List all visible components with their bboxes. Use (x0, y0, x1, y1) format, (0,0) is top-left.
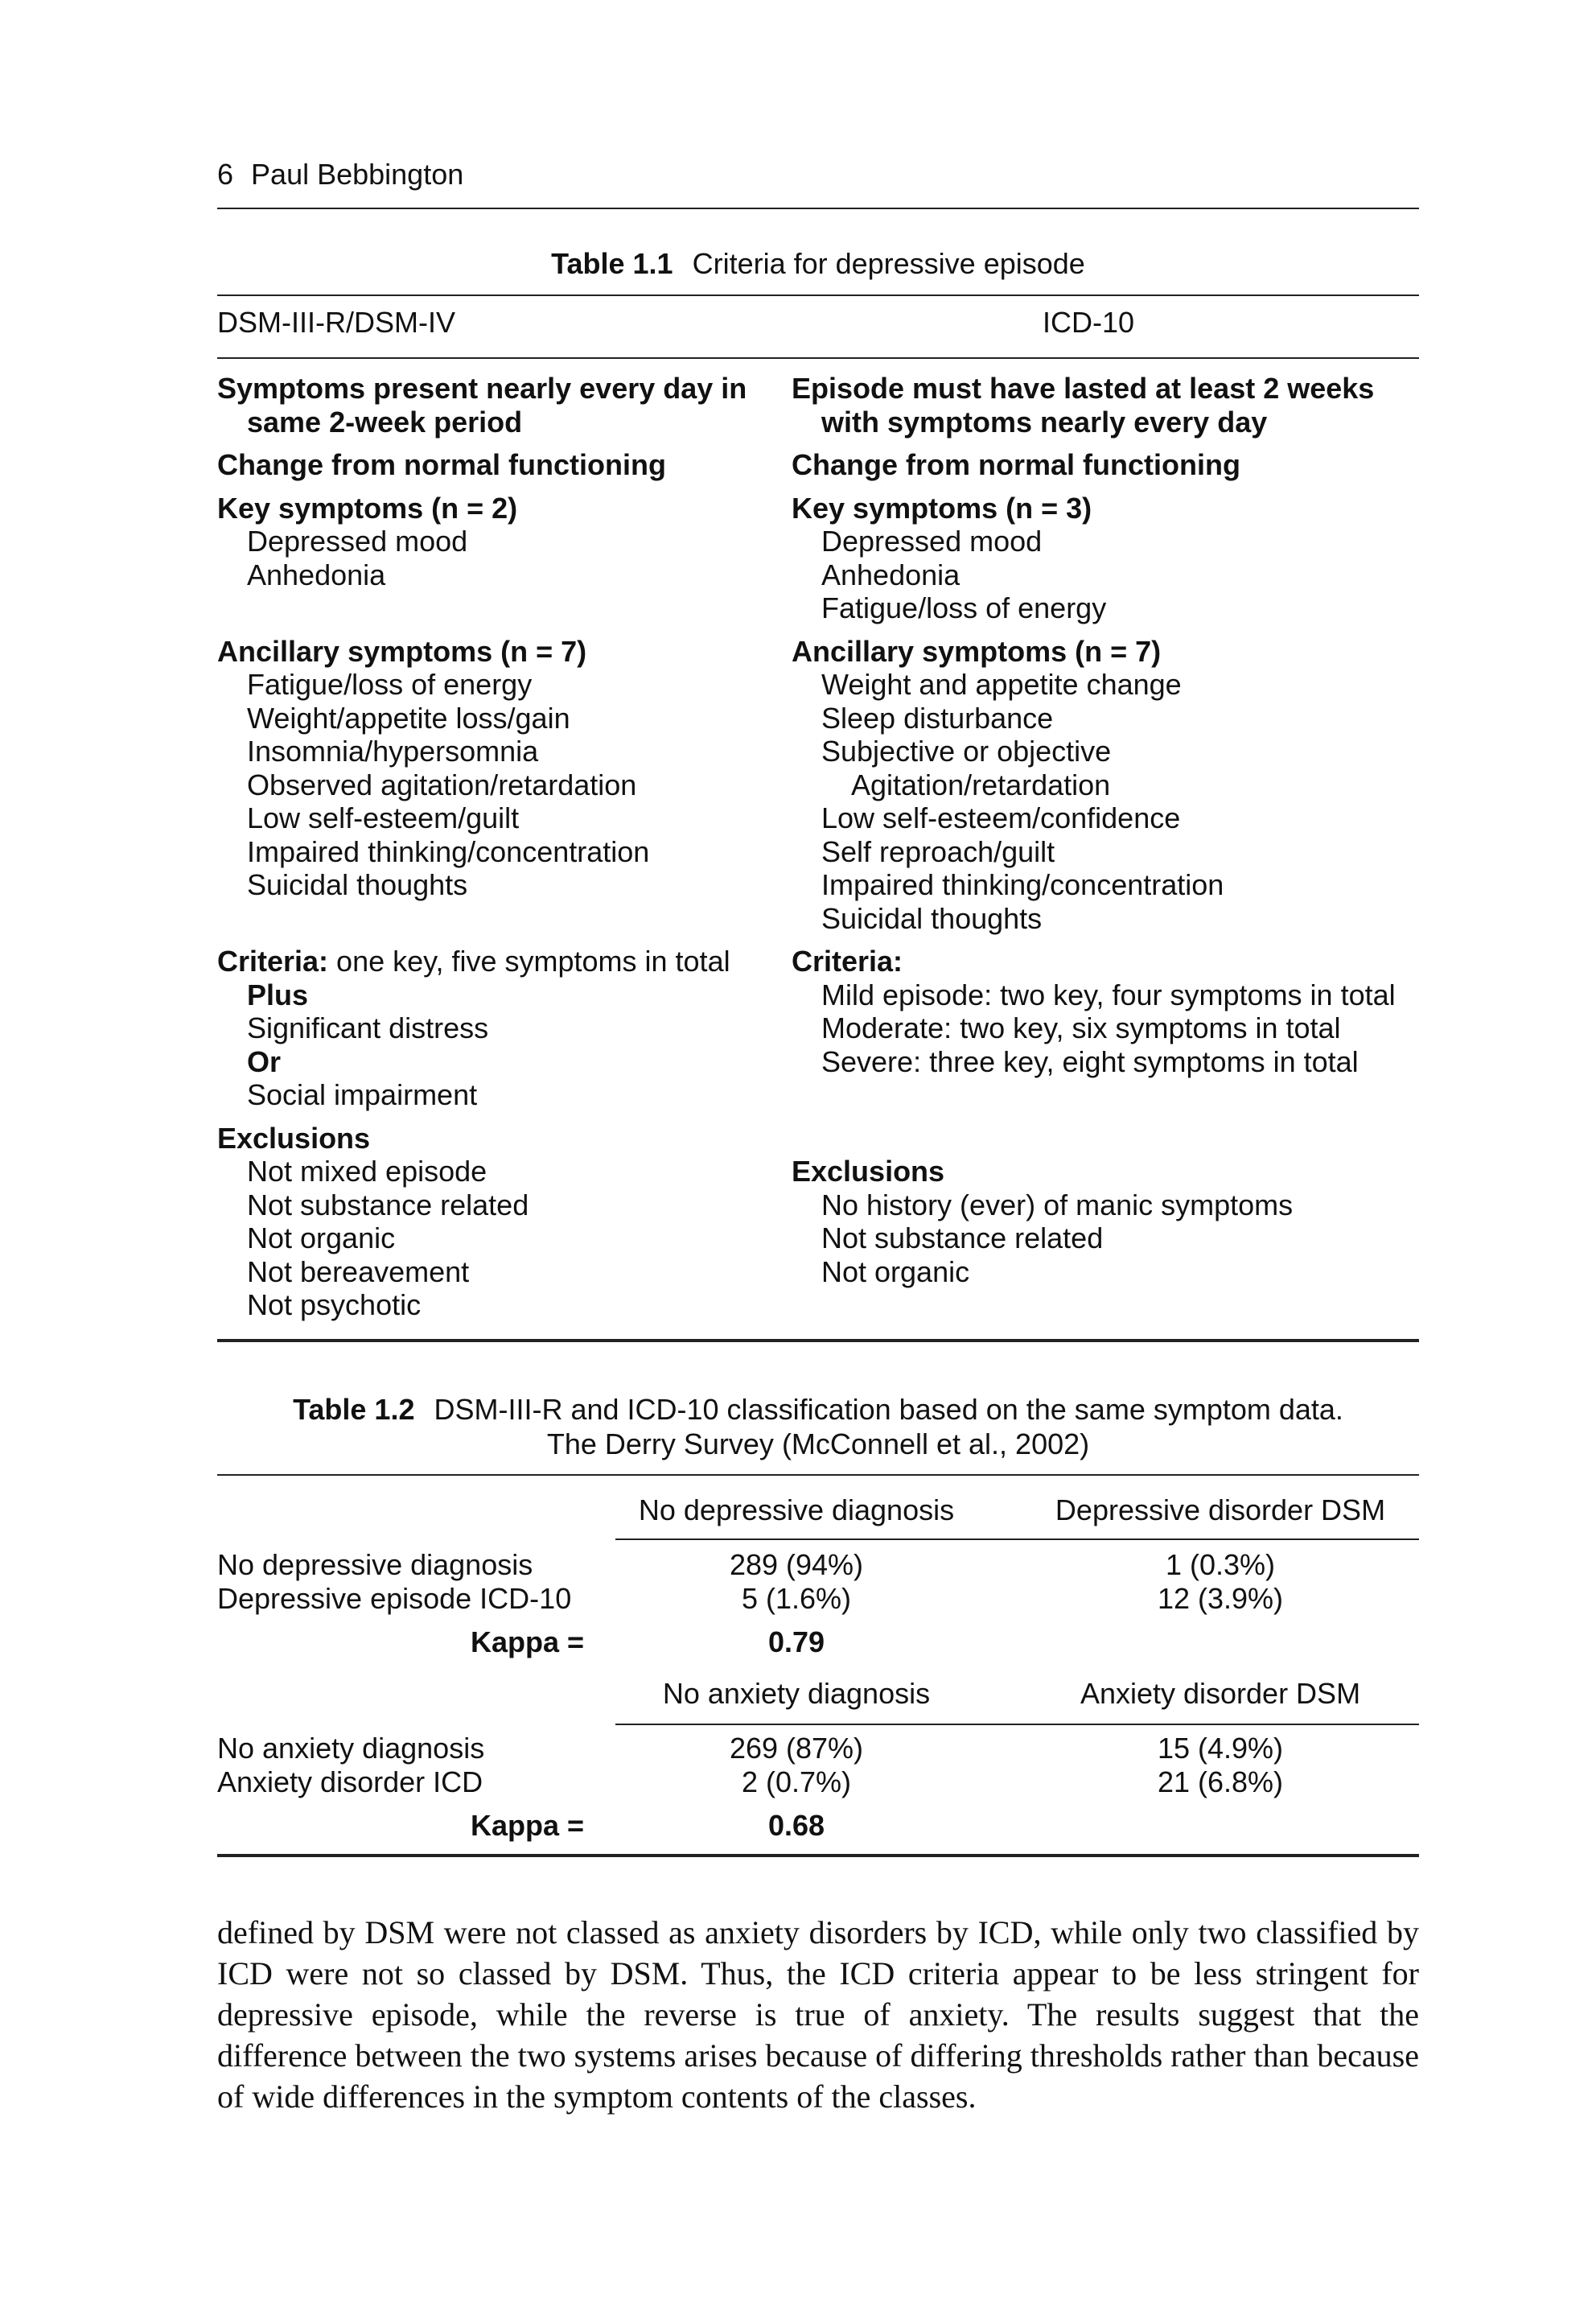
dep-row-value: 12 (3.9%) (1157, 1582, 1284, 1615)
icd-exclusion-item: Not substance related (821, 1221, 1104, 1254)
icd-ancillary-item: Agitation/retardation (851, 768, 1111, 801)
table1-col-left-header: DSM-III-R/DSM-IV (217, 306, 455, 339)
dsm-key-heading: Key symptoms (n = 2) (217, 491, 518, 525)
dep-kappa-value: 0.79 (767, 1625, 825, 1658)
icd-exclusion-item: No history (ever) of manic symptoms (821, 1188, 1294, 1221)
icd-exclusions-heading: Exclusions (792, 1155, 945, 1188)
table1-caption (217, 246, 1419, 281)
dep-row-label: Depressive episode ICD-10 (217, 1582, 572, 1615)
dsm-plus: Plus (247, 978, 309, 1011)
dsm-ancillary-heading: Ancillary symptoms (n = 7) (217, 634, 587, 668)
icd-key-item: Depressed mood (821, 525, 1043, 558)
dsm-ancillary-item: Insomnia/hypersomnia (247, 735, 539, 768)
table2-caption (217, 1392, 1419, 1461)
icd-ancillary-item: Weight and appetite change (821, 668, 1182, 701)
icd-criteria-label: Criteria: (792, 945, 903, 978)
table1-title: Criteria for depressive episode (692, 247, 1085, 280)
icd-key-item: Anhedonia (821, 558, 960, 591)
dsm-key-item: Depressed mood (247, 525, 468, 558)
dsm-criteria (217, 945, 780, 978)
dep-row-value: 1 (0.3%) (1165, 1548, 1276, 1581)
icd-ancillary-item: Low self-esteem/confidence (821, 801, 1181, 834)
header-rule (217, 208, 1419, 209)
icd-ancillary-item: Impaired thinking/concentration (821, 868, 1224, 901)
anx-kappa-value: 0.68 (767, 1809, 825, 1842)
dsm-ancillary-item: Low self-esteem/guilt (247, 801, 520, 834)
table2-top-rule (217, 1474, 1419, 1476)
dep-header-rule (615, 1538, 1419, 1540)
dsm-ancillary-item: Suicidal thoughts (247, 868, 468, 901)
dsm-or: Or (247, 1044, 282, 1078)
body-paragraph: defined by DSM were not classed as anxiety disorders by ICD, while only two classified by ICD were not so classed by DSM. Thus, the ICD criteria appear to be less stringent for depressive episode, while the reverse is true of anxiety. The results suggest that the difference between the two systems arises because of differing thresholds rather than because of wide differences in the symptom contents of the classes. (217, 1914, 1419, 2115)
table1-top-rule (217, 295, 1419, 296)
dsm-key-item: Anhedonia (247, 558, 386, 591)
dsm-ancillary-item: Fatigue/loss of energy (247, 668, 533, 701)
icd-ancillary-heading: Ancillary symptoms (n = 7) (792, 634, 1162, 668)
icd-ancillary-item: Sleep disturbance (821, 701, 1054, 735)
icd-criteria-item: Severe: three key, eight symptoms in total (821, 1044, 1359, 1078)
dsm-ancillary-item: Observed agitation/retardation (247, 768, 637, 801)
table1-header-rule (217, 357, 1419, 359)
dsm-criteria-text: one key, five symptoms in total (328, 945, 730, 978)
anx-row-label: Anxiety disorder ICD (217, 1765, 483, 1798)
dsm-ancillary-item: Weight/appetite loss/gain (247, 701, 570, 735)
anx-row-value: 21 (6.8%) (1157, 1765, 1284, 1798)
anx-row-value: 2 (0.7%) (741, 1765, 852, 1798)
dsm-exclusions-heading: Exclusions (217, 1121, 371, 1155)
icd-duration-heading: Episode must have lasted at least 2 weeks with symptoms nearly every day (792, 372, 1375, 439)
icd-key-heading: Key symptoms (n = 3) (792, 491, 1092, 525)
dsm-exclusion-item: Not bereavement (247, 1254, 470, 1288)
dep-row-value: 5 (1.6%) (741, 1582, 852, 1615)
dep-col2-header: No depressive diagnosis (638, 1493, 955, 1526)
dsm-distress: Significant distress (247, 1011, 489, 1044)
author-name: Paul Bebbington (251, 158, 464, 191)
table1-col-right-header: ICD-10 (1043, 306, 1135, 339)
dsm-exclusion-item: Not substance related (247, 1188, 529, 1221)
dsm-exclusion-item: Not psychotic (247, 1288, 422, 1321)
dsm-exclusion-item: Not organic (247, 1221, 396, 1254)
icd-ancillary-item: Suicidal thoughts (821, 901, 1043, 935)
anx-col2-header: No anxiety diagnosis (662, 1677, 931, 1710)
dsm-criteria-label: Criteria: (217, 945, 329, 978)
dep-kappa-label: Kappa = (470, 1625, 584, 1658)
table1-dsm-column (217, 372, 780, 1322)
table1-label: Table 1.1 (551, 247, 673, 280)
table2-bottom-rule (217, 1854, 1419, 1857)
table2-label: Table 1.2 (293, 1393, 415, 1426)
dep-row-label: No depressive diagnosis (217, 1548, 533, 1581)
dep-col3-header: Depressive disorder DSM (1055, 1493, 1386, 1526)
dsm-impairment: Social impairment (247, 1078, 478, 1111)
page (217, 0, 1419, 2319)
anx-row-value: 15 (4.9%) (1157, 1732, 1284, 1765)
page-number: 6 (217, 158, 234, 191)
table1-icd-column (792, 372, 1427, 1288)
running-head (217, 158, 463, 192)
icd-change-heading: Change from normal functioning (792, 448, 1240, 481)
icd-key-item: Fatigue/loss of energy (821, 591, 1107, 624)
icd-ancillary-item: Self reproach/guilt (821, 834, 1055, 868)
table2-title-line2: The Derry Survey (McConnell et al., 2002) (546, 1427, 1090, 1460)
dsm-exclusion-item: Not mixed episode (247, 1155, 487, 1188)
anx-header-rule (615, 1724, 1419, 1725)
icd-criteria-item: Mild episode: two key, four symptoms in total (821, 978, 1396, 1011)
icd-criteria-item: Moderate: two key, six symptoms in total (821, 1011, 1341, 1044)
icd-exclusion-item: Not organic (821, 1254, 970, 1288)
icd-ancillary-item: Subjective or objective (821, 735, 1112, 768)
anx-col3-header: Anxiety disorder DSM (1080, 1677, 1361, 1710)
dsm-duration-heading: Symptoms present nearly every day in same 2-week period (217, 372, 747, 439)
anx-row-value: 269 (87%) (729, 1732, 864, 1765)
anx-kappa-label: Kappa = (470, 1809, 584, 1842)
dsm-ancillary-item: Impaired thinking/concentration (247, 834, 650, 868)
anx-row-label: No anxiety diagnosis (217, 1732, 485, 1765)
dep-row-value: 289 (94%) (729, 1548, 864, 1581)
dsm-change-heading: Change from normal functioning (217, 448, 666, 481)
table1-bottom-rule (217, 1339, 1419, 1342)
table2-title-line1: DSM-III-R and ICD-10 classification based on the same symptom data. (434, 1393, 1343, 1426)
